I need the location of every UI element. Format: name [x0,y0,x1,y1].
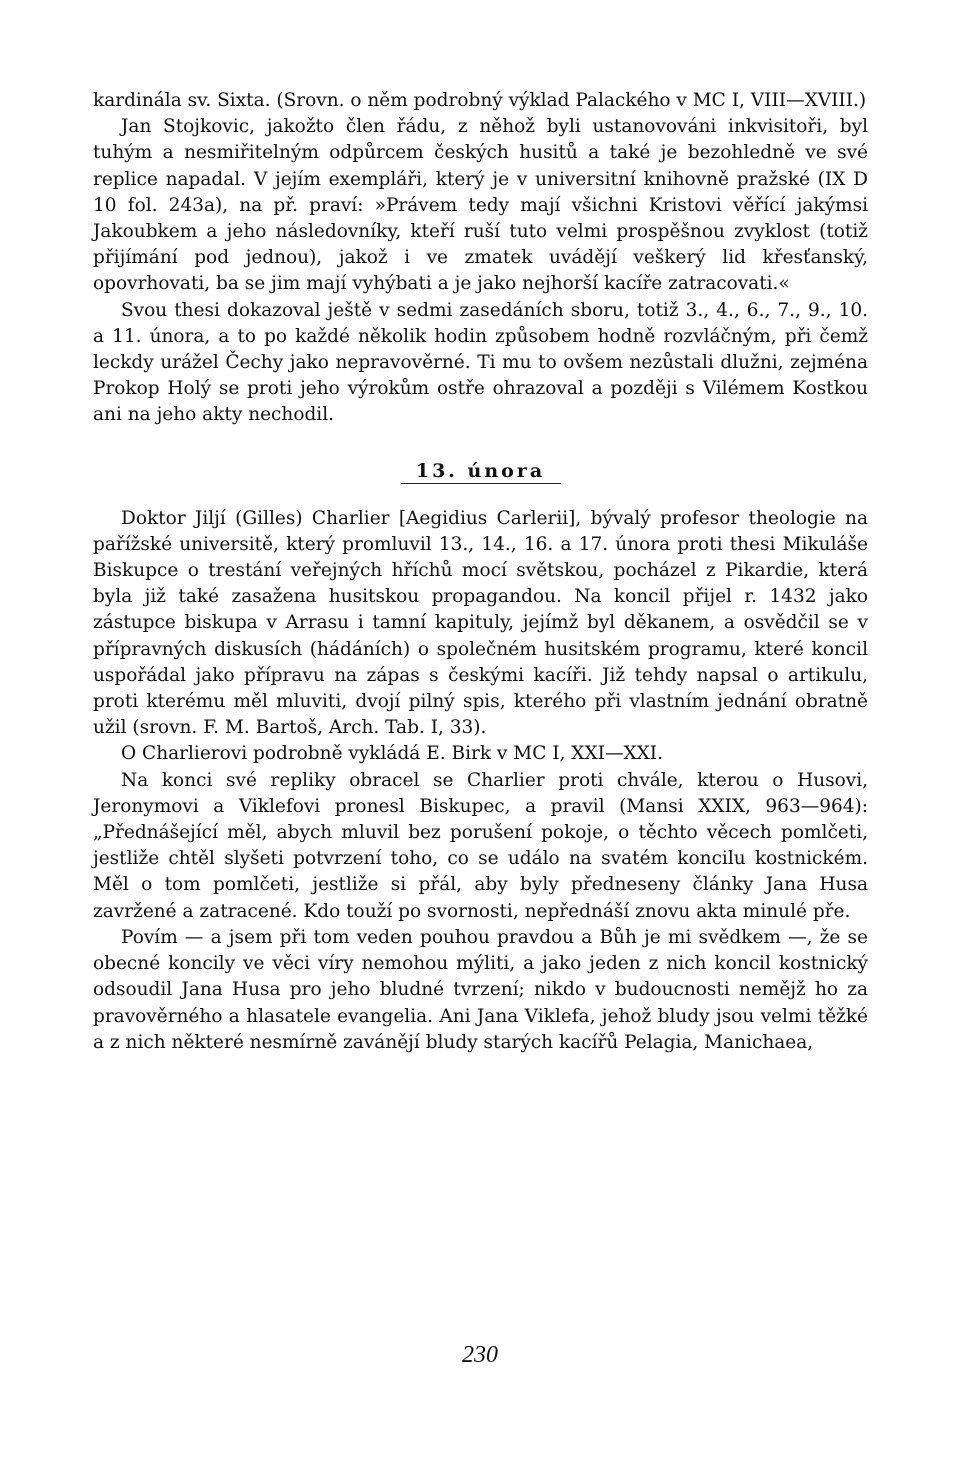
paragraph-continuation: kardinála sv. Sixta. (Srovn. o něm podrobný výklad Palackého v MC I, VIII—XVIII.) [93,90,867,111]
section-before-heading [93,88,868,429]
paragraph-povim: Povím — a jsem při tom veden pouhou pravdou a Bůh je mi svědkem —, že se obecné koncily ve věci víry nemohou mýliti, a jako jeden z nich koncil kostnický odsoudil Jana Husa pro jeho bludné tvrzení; nikdo v budoucnosti nemějž ho za pravověrného a hlasatele evangelia. Ani Jana Viklefa, jehož bludy jsou velmi těžké a z nich některé nesmírně zavánějí bludy starých kacířů Pelagia, Manichaea, [93,926,868,1053]
page-number: 230 [462,1342,498,1368]
paragraph-birk: O Charlierovi podrobně vykládá E. Birk v MC I, XXI—XXI. [121,743,663,765]
paragraph-replika: Na konci své repliky obracel se Charlier proti chvále, kterou o Husovi, Jeronymovi a Viklefovi pronesl Biskupec, a pravil (Mansi XXIX, 963—964): „Přednášející měl, abych mluvil bez porušení pokoje, o těchto věcech pomlčeti, jestliže chtěl slyšeti potvrzení toho, co se událo na svatém koncilu kostnickém. Měl o tom pomlčeti, jestliže si přál, aby byly předneseny články Jana Husa zavržené a zatracené. Kdo touží po svornosti, nepřednáší znovu akta minulé pře. [93,769,868,922]
paragraph-stojkovic: Jan Stojkovic, jakožto člen řádu, z něhož byli ustanovováni inkvisitoři, byl tuhým a nesmiřitelným odpůrcem českých husitů a také je bezohledně ve své replice napadal. V jejím exempláři, který je v universitní knihovně pražské (IX D 10 fol. 243a), na př. praví: »Právem tedy mají všichni Kristovi věřící jakýmsi Jakoubkem a jeho následovníky, kteří ruší tuto velmi prospěšnou zvyklost (totiž přijímání pod jednou), jakož i ve zmatek uvádějí veškerý lid křesťanský, opovrhovati, ba se jim mají vyhýbati a je jako nejhorší kacíře zatracovati.« [93,116,868,295]
section-after-heading [93,506,868,1056]
page-text [93,88,868,1056]
paragraph-thesis: Svou thesi dokazoval ještě v sedmi zasedáních sboru, totiž 3., 4., 6., 7., 9., 10. a 11. února, a to po každé několik hodin způsobem hodně rozvláčným, při čemž leckdy urážel Čechy jako nepravověrné. Ti mu to ovšem nezůstali dlužni, zejména Prokop Holý se proti jeho výrokům ostře ohrazoval a později s Vilémem Kostkou ani na jeho akty nechodil. [93,299,868,426]
section-heading: 13. února [415,459,546,482]
heading-rule [401,483,561,484]
paragraph-charlier: Doktor Jiljí (Gilles) Charlier [Aegidius Carlerii], bývalý profesor theologie na pařížské universitě, který promluvil 13., 14., 16. a 17. února proti thesi Mikuláše Biskupce o trestání veřejných hříchů mocí světskou, pocházel z Pikardie, která byla již také zasažena husitskou propagandou. Na koncil přijel r. 1432 jako zástupce biskupa v Arrasu i tamní kapituly, jejímž byl děkanem, a osvědčil se v přípravných diskusích (hádáních) o společném husitském programu, které koncil uspořádal jako přípravu na zápas s českými kacíři. Již tehdy napsal o artikulu, proti kterému měl mluviti, dvojí pilný spis, kterého při vlastním jednání obratně užil (srovn. F. M. Bartoš, Arch. Tab. I, 33). [93,507,868,739]
